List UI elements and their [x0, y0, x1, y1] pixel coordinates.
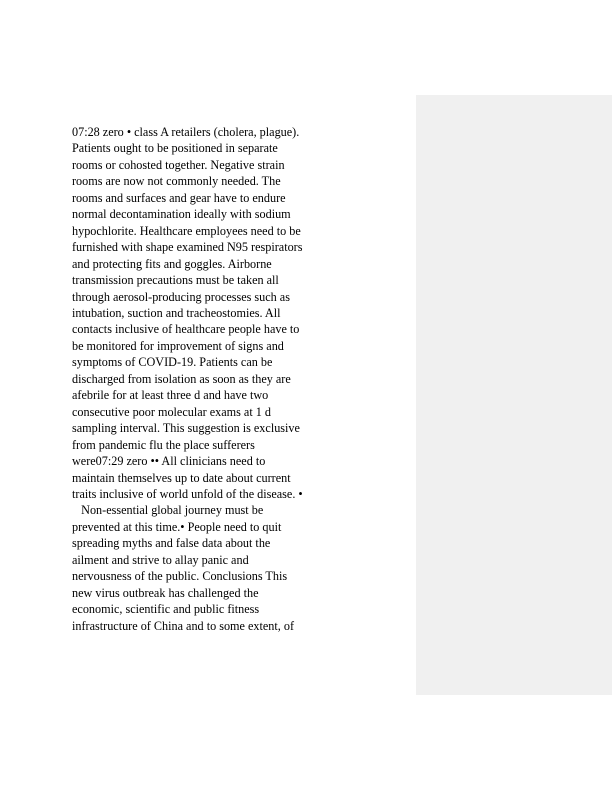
- text-line: be monitored for improvement of signs and: [72, 338, 284, 353]
- text-line: infrastructure of China and to some extent, of: [72, 618, 295, 633]
- text-line: rooms and surfaces and gear have to endure: [72, 190, 286, 205]
- text-line: consecutive poor molecular exams at 1 d: [72, 404, 271, 419]
- text-line: 07:28 zero • class A retailers (cholera, plague).: [72, 125, 300, 139]
- text-line: sampling interval. This suggestion is exclusive: [72, 421, 300, 436]
- text-line: maintain themselves up to date about current: [72, 470, 291, 485]
- text-line: ailment and strive to allay panic and: [72, 552, 249, 567]
- text-line: hypochlorite. Healthcare employees need to be: [72, 223, 301, 238]
- text-line: transmission precautions must be taken all: [72, 273, 279, 288]
- text-line: furnished with shape examined N95 respirators: [72, 240, 303, 255]
- text-line: from pandemic flu the place sufferers: [72, 437, 255, 452]
- text-line: were07:29 zero •• All clinicians need to: [72, 454, 266, 469]
- text-line: and protecting fits and goggles. Airborne: [72, 256, 272, 271]
- text-line: spreading myths and false data about the: [72, 536, 271, 551]
- text-line: economic, scientific and public fitness: [72, 602, 260, 617]
- comment-margin-pane: [416, 95, 612, 695]
- body-paragraph: [72, 124, 342, 634]
- text-line: intubation, suction and tracheostomies. All: [72, 305, 281, 320]
- text-line: symptoms of COVID-19. Patients can be: [72, 355, 273, 370]
- text-line: rooms are now not commonly needed. The: [72, 174, 281, 189]
- text-line: new virus outbreak has challenged the: [72, 585, 259, 600]
- text-line: discharged from isolation as soon as they are: [72, 371, 291, 386]
- text-line: prevented at this time.• People need to quit: [72, 519, 282, 534]
- text-line: Patients ought to be positioned in separate: [72, 141, 278, 156]
- text-line: rooms or cohosted together. Negative strain: [72, 157, 285, 172]
- text-line: contacts inclusive of healthcare people have to: [72, 322, 300, 337]
- text-line: afebrile for at least three d and have two: [72, 388, 269, 403]
- text-line: normal decontamination ideally with sodium: [72, 207, 291, 222]
- text-line: Non-essential global journey must be: [72, 503, 264, 518]
- text-line: traits inclusive of world unfold of the disease. •: [72, 486, 303, 501]
- text-line: through aerosol-producing processes such as: [72, 289, 290, 304]
- text-line: nervousness of the public. Conclusions This: [72, 569, 288, 584]
